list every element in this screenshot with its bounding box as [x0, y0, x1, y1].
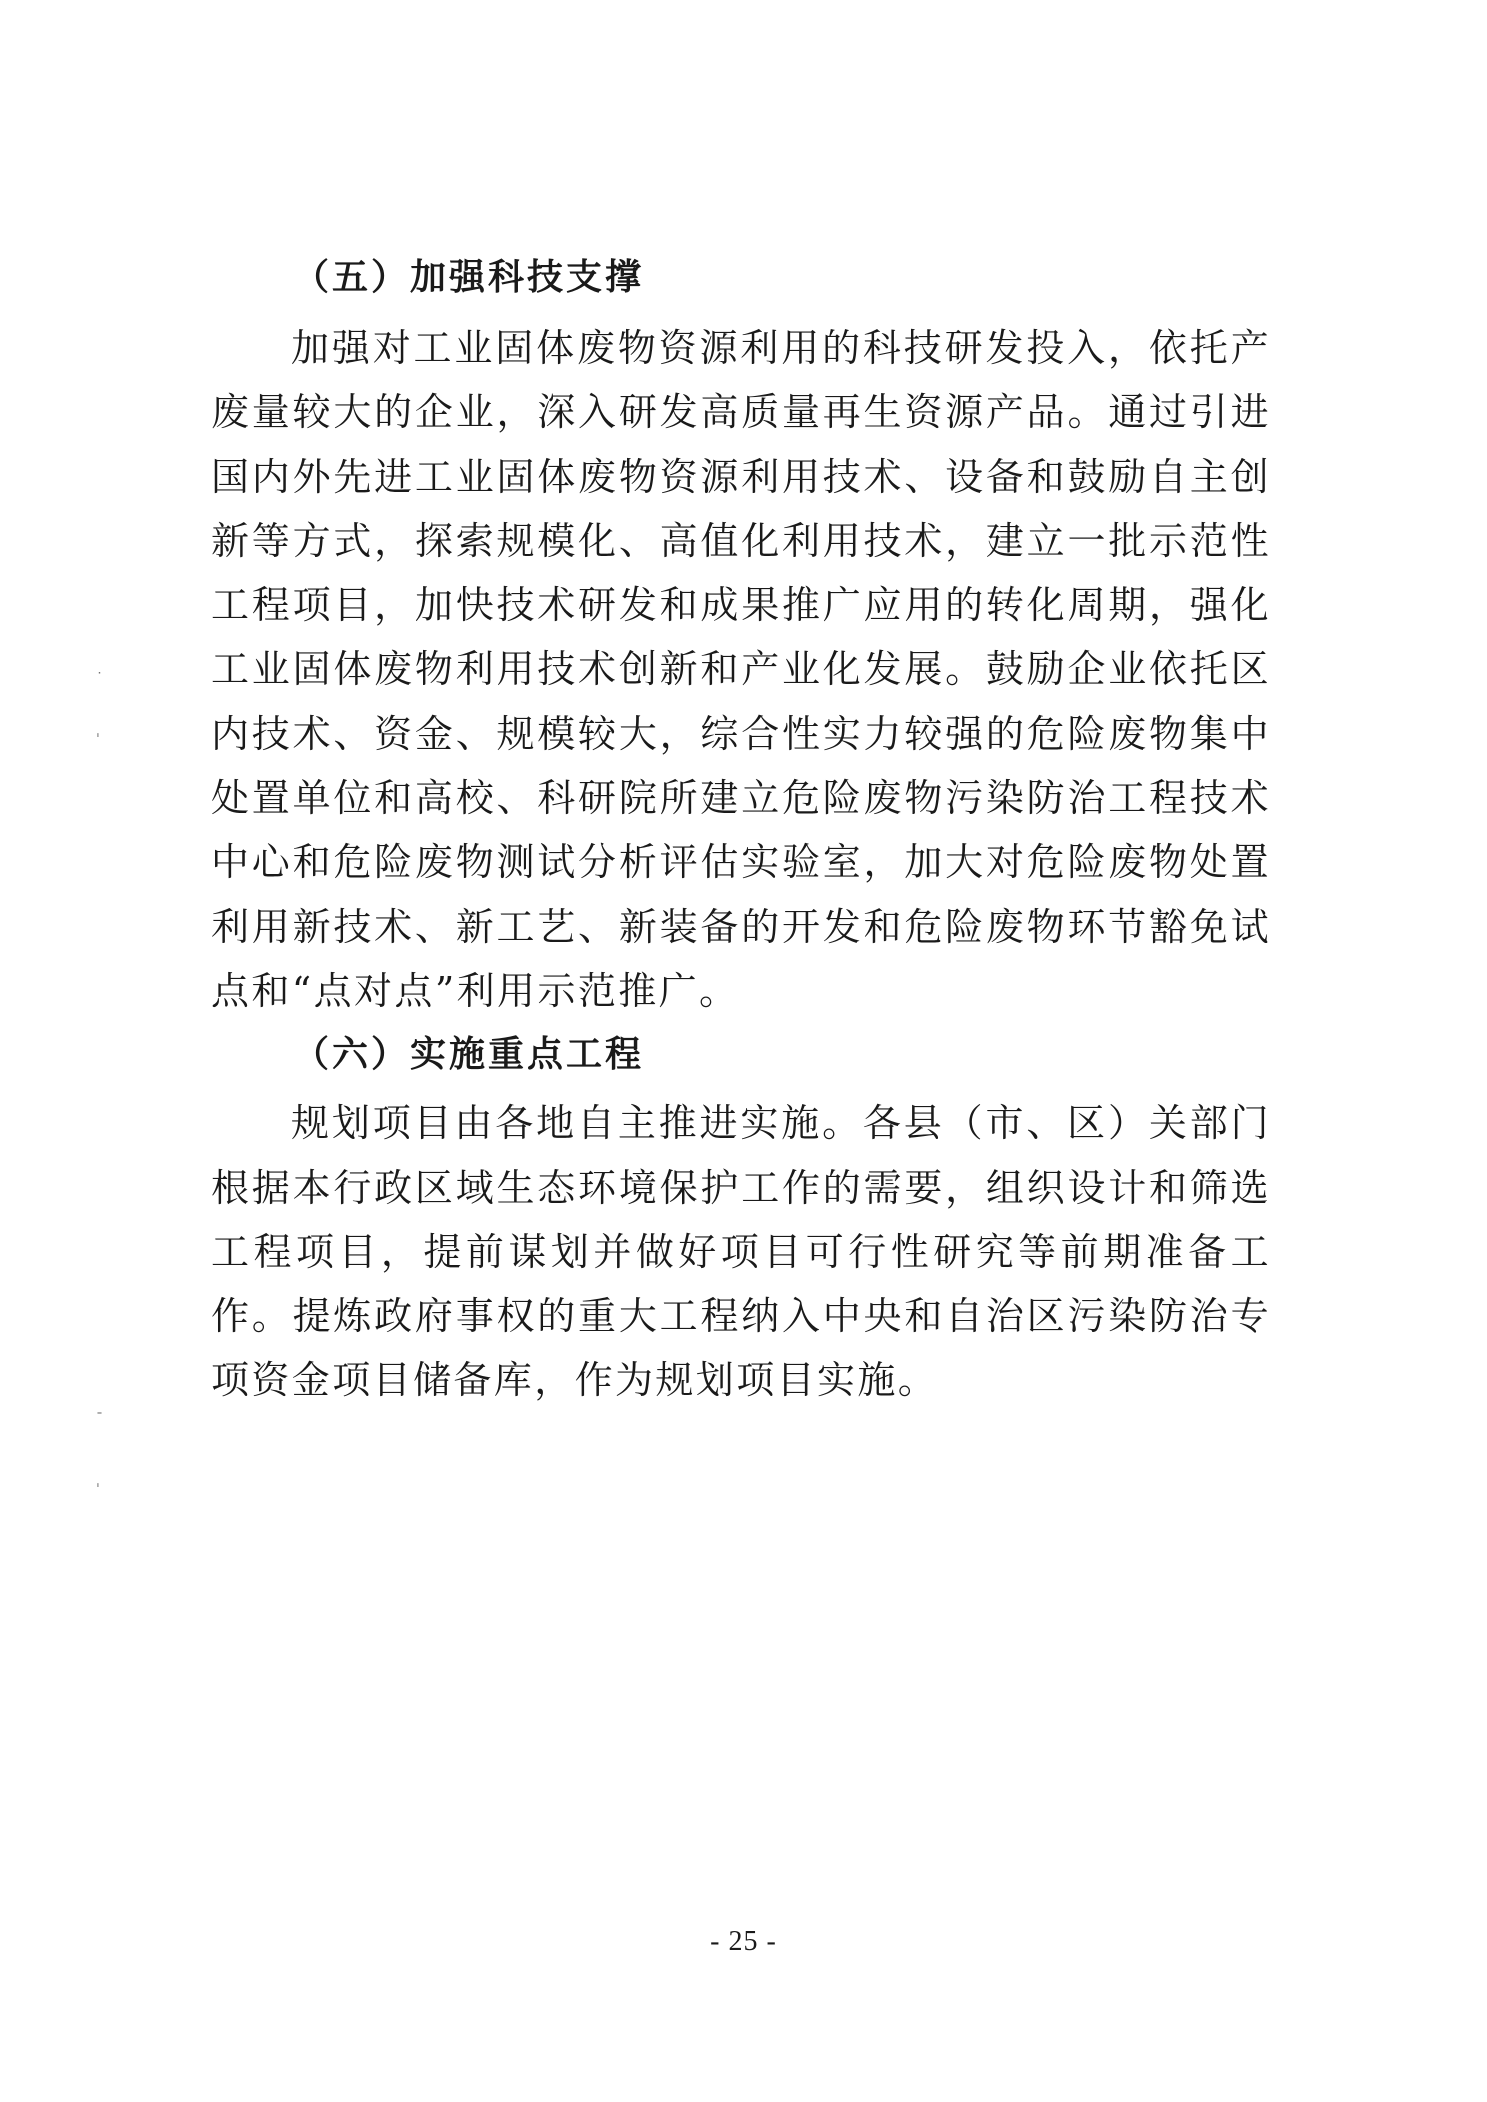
section-5-paragraph: 加强对工业固体废物资源利用的科技研发投入，依托产废量较大的企业，深入研发高质量再生资源产品。通过引进国内外先进工业固体废物资源利用技术、设备和鼓励自主创新等方式，探索规模化、高值化利用技术，建立一批示范性工程项目，加快技术研发和成果推广应用的转化周期，强化工业固体废物利用技术创新和产业化发展。鼓励企业依托区内技术、资金、规模较大，综合性实力较强的危险废物集中处置单位和高校、科研院所建立危险废物污染防治工程技术中心和危险废物测试分析评估实验室，加大对危险废物处置利用新技术、新工艺、新装备的开发和危险废物环节豁免试点和“点对点”利用示范推广。 — [211, 326, 1271, 1013]
document-body — [211, 248, 1271, 1413]
page-number: - 25 - — [710, 1926, 777, 1957]
scan-binding-mark: ˉ — [96, 1411, 103, 1427]
scan-binding-mark: ˙ — [96, 671, 103, 687]
section-5-heading: （五）加强科技支撑 — [293, 257, 645, 298]
section-6-paragraph: 规划项目由各地自主推进实施。各县（市、区）关部门根据本行政区域生态环境保护工作的需要，组织设计和筛选工程项目，提前谋划并做好项目可行性研究等前期准备工作。提炼政府事权的重大工程纳入中央和自治区污染防治专项资金项目储备库，作为规划项目实施。 — [211, 1101, 1271, 1403]
section-6-heading: （六）实施重点工程 — [293, 1034, 645, 1076]
scan-binding-mark: ˌ — [96, 1473, 100, 1489]
scan-binding-mark: ˌ — [96, 723, 100, 739]
